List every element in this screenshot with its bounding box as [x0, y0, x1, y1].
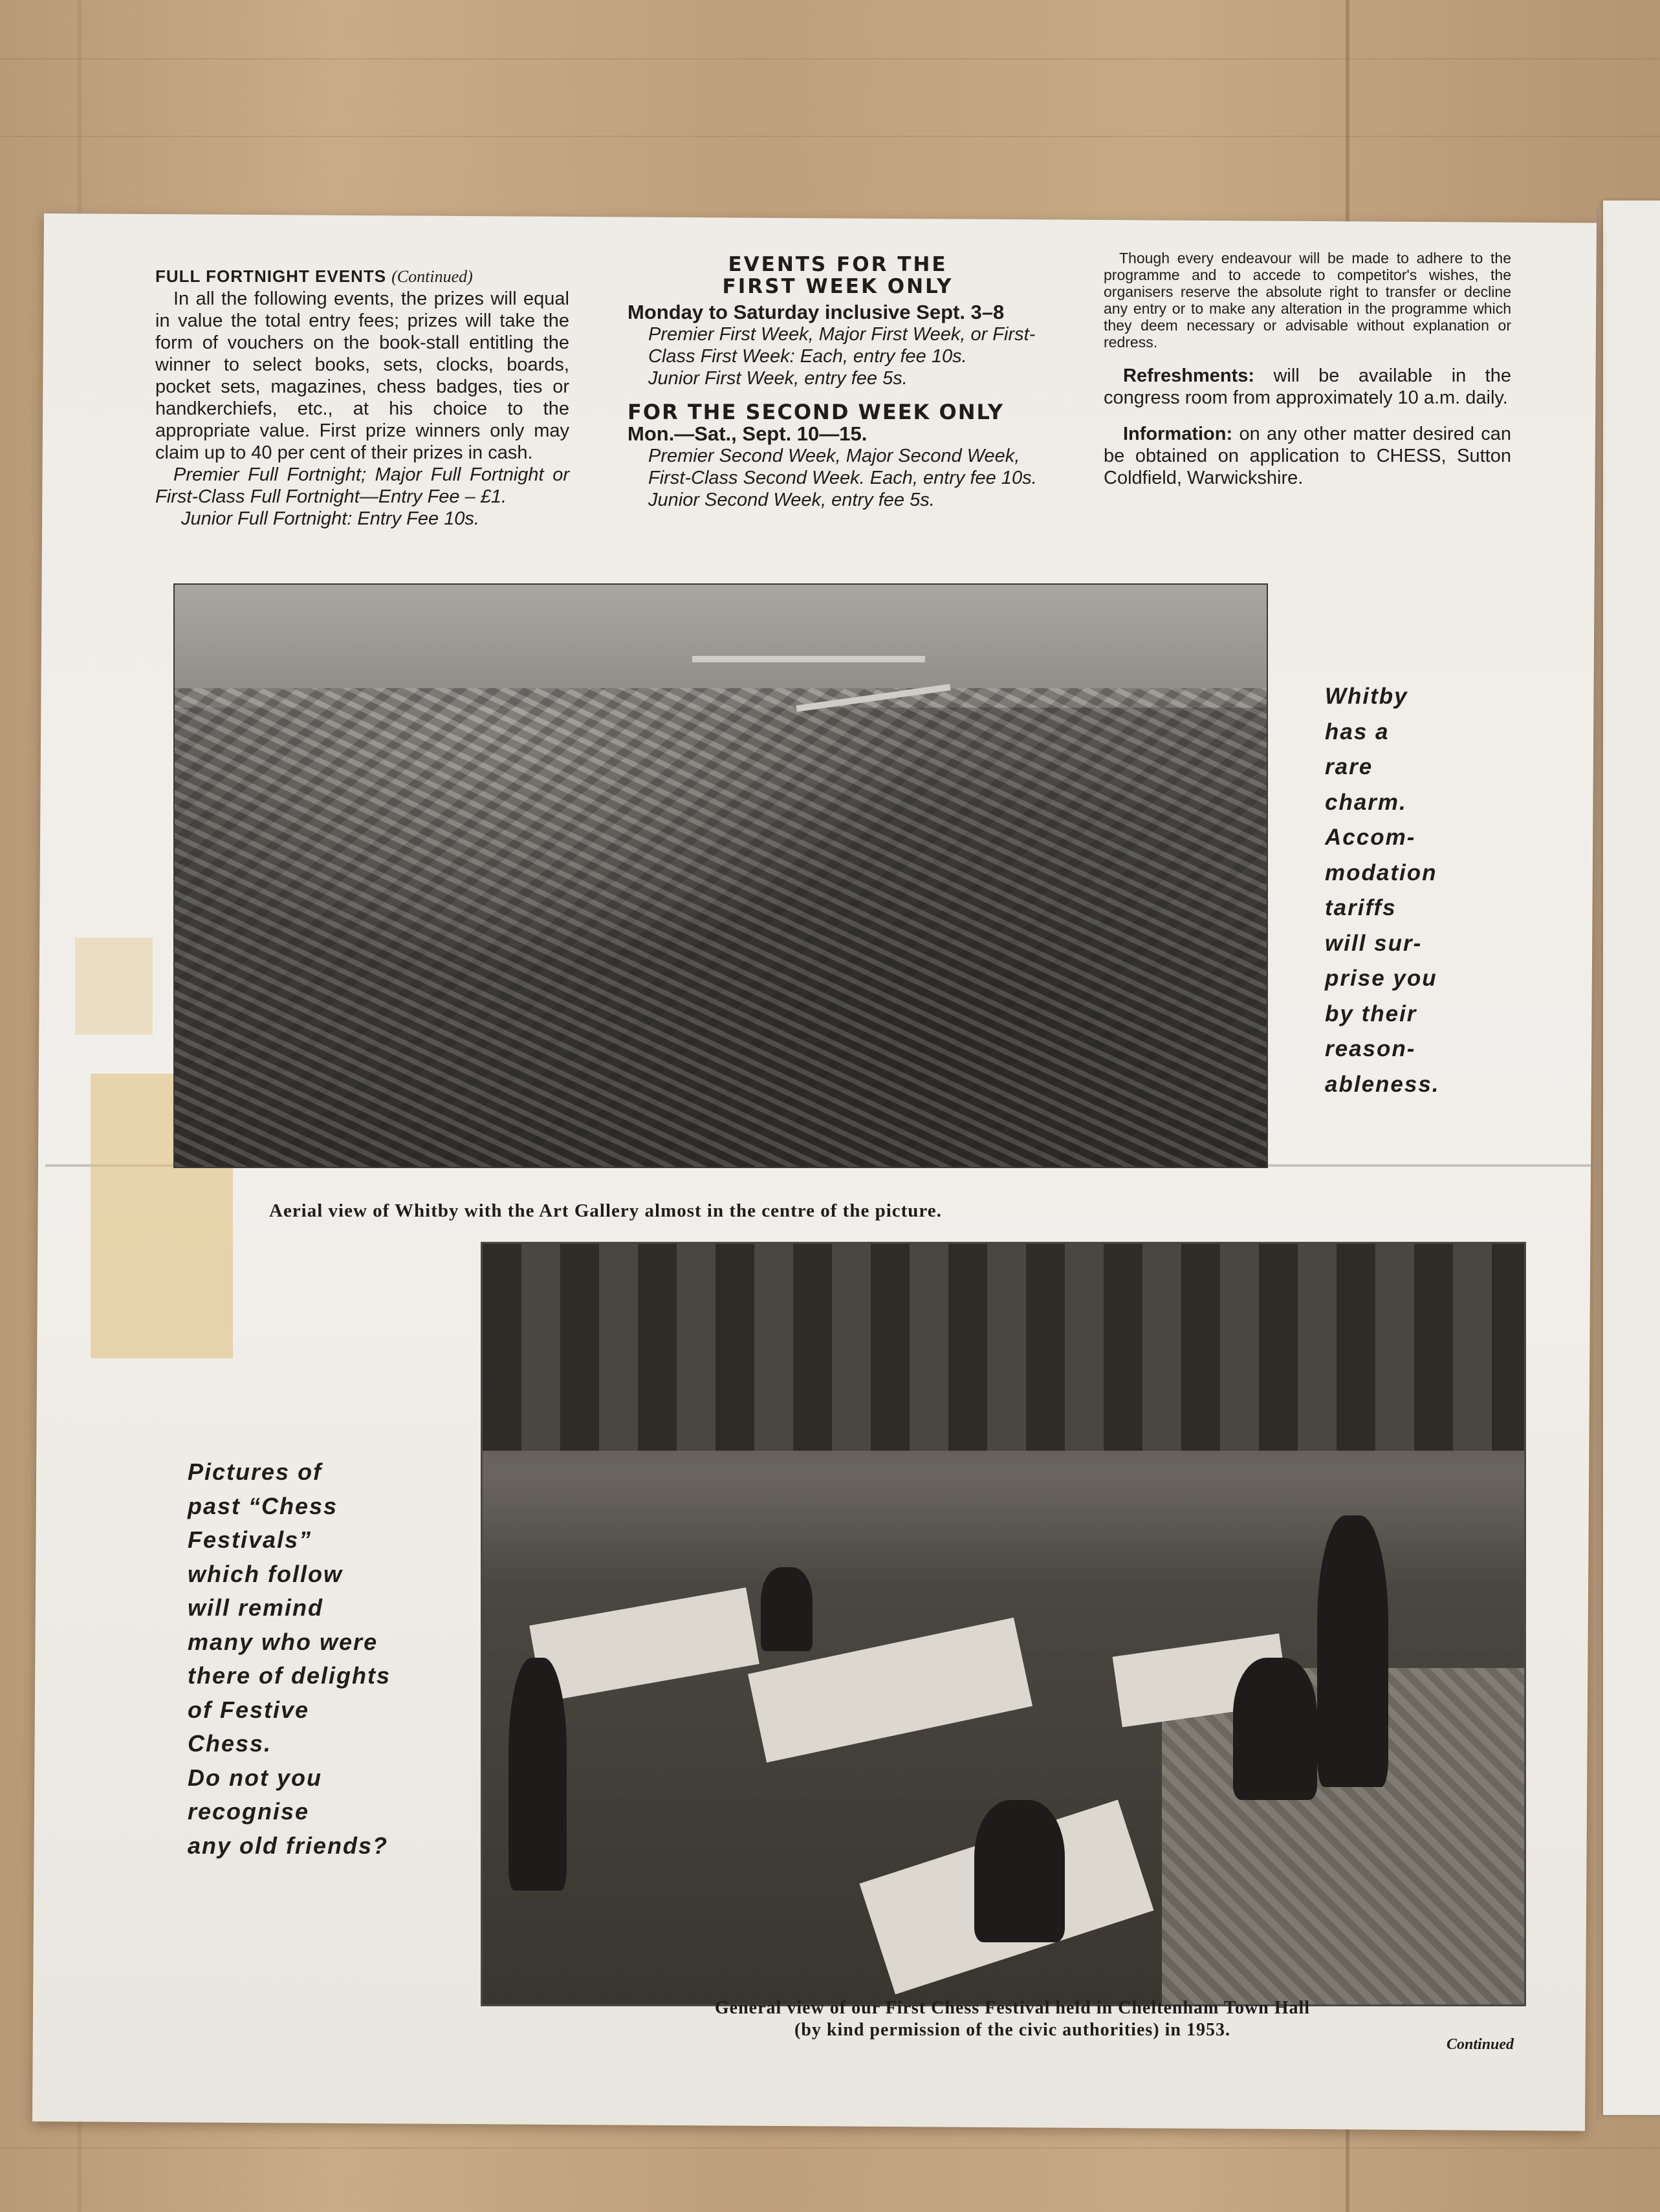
- festival-side-note: [188, 1455, 420, 1863]
- note-line: recognise: [188, 1798, 310, 1825]
- note-line: has a: [1325, 719, 1390, 744]
- note-line: many who were: [188, 1628, 378, 1655]
- section-heading: EVENTS FOR THE FIRST WEEK ONLY: [722, 253, 954, 298]
- note-line: ableness.: [1325, 1071, 1440, 1097]
- note-line: reason-: [1325, 1036, 1416, 1061]
- dates-line: Mon.—Sat., Sept. 10—15.: [628, 422, 868, 445]
- note-line: Accom-: [1325, 825, 1416, 850]
- note-line: of Festive: [188, 1696, 310, 1723]
- disclaimer: Though every endeavour will be made to adhere to the programme and to accede to competitor's wishes, the organisers reserve the absolute right to transfer or decline any entry or to make any alteration in the programme which they deem necessary or advisable without explanation or redress.: [1104, 250, 1511, 351]
- refreshments-label: Refreshments:: [1123, 365, 1255, 386]
- note-line: will remind: [188, 1594, 324, 1621]
- note-line: prise you: [1325, 966, 1437, 991]
- information-label: Information:: [1123, 424, 1233, 444]
- photo-player: [761, 1567, 813, 1651]
- note-line: which follow: [188, 1560, 343, 1587]
- photo-player: [1317, 1515, 1388, 1787]
- photo-pier: [692, 656, 925, 662]
- entry-line: Junior Full Fortnight: Entry Fee 10s.: [181, 508, 479, 529]
- section-heading: [155, 265, 569, 288]
- entry-line: Junior First Week, entry fee 5s.: [648, 368, 908, 389]
- heading-note: (Continued): [391, 267, 473, 286]
- refreshments-text: will be available in the congress room from approximately 10 a.m. daily.: [1104, 365, 1511, 408]
- fold-crease: [1597, 207, 1599, 2121]
- note-line: tariffs: [1325, 895, 1397, 920]
- wood-grain: [0, 2147, 1660, 2149]
- entry-line: Premier Second Week, Major Second Week, First-Class Second Week. Each, entry fee 10s.: [648, 446, 1037, 488]
- note-line: rare: [1325, 754, 1373, 779]
- wood-grain: [0, 136, 1660, 137]
- wood-grain: [0, 58, 1660, 60]
- tape-stain: [75, 938, 153, 1035]
- note-line: there of delights: [188, 1662, 391, 1689]
- note-line: charm.: [1325, 789, 1407, 815]
- notices-section: [1104, 250, 1511, 489]
- caption-line: General view of our First Chess Festival held in Cheltenham Town Hall: [714, 1998, 1311, 2018]
- dates-line: Monday to Saturday inclusive Sept. 3–8: [628, 301, 1005, 323]
- refreshments-note: [1104, 365, 1511, 409]
- aerial-photo-caption: Aerial view of Whitby with the Art Gallery almost in the centre of the picture.: [269, 1200, 942, 1221]
- chess-festival-photo: [481, 1242, 1526, 2006]
- caption-line: (by kind permission of the civic authorities) in 1953.: [794, 2020, 1230, 2040]
- body-paragraph: In all the following events, the prizes will equal in value the total entry fees; prizes will take the form of vouchers on the book-stall entitling the winner to select books, sets, clocks, boards, pocket sets, magazines, chess badges, ties or handkerchiefs, etc., at his choice to the appropriate value. First prize winners only may claim up to 40 per cent of their prizes in cash.: [155, 288, 569, 463]
- week-events-section: [628, 254, 1048, 511]
- note-line: any old friends?: [188, 1832, 389, 1859]
- whitby-aerial-photo: [173, 583, 1268, 1168]
- photo-chess-table: [529, 1587, 759, 1702]
- note-line: past “Chess: [188, 1492, 338, 1519]
- note-line: Chess.: [188, 1730, 272, 1757]
- note-line: Festivals”: [188, 1526, 312, 1553]
- photo-player: [508, 1658, 567, 1891]
- full-fortnight-section: [155, 265, 569, 530]
- entry-line: Premier First Week, Major First Week, or First-Class First Week: Each, entry fee 10s.: [648, 324, 1036, 367]
- note-line: Whitby: [1325, 684, 1408, 709]
- entry-line: Premier Full Fortnight; Major Full Fortnight or First-Class Full Fortnight—Entry Fee – £1.: [155, 464, 569, 507]
- whitby-side-note: [1325, 679, 1467, 1102]
- heading-text: FULL FORTNIGHT EVENTS: [155, 266, 387, 286]
- information-note: [1104, 423, 1511, 489]
- adjacent-page-edge: [1603, 201, 1660, 2115]
- photo-player: [974, 1800, 1065, 1942]
- note-line: by their: [1325, 1001, 1417, 1026]
- continued-marker: Continued: [1447, 2036, 1514, 2053]
- festival-photo-caption: [602, 1997, 1423, 2041]
- note-line: will sur-: [1325, 930, 1423, 956]
- entry-line: Junior Second Week, entry fee 5s.: [648, 490, 935, 510]
- photo-hall-wall: [483, 1244, 1524, 1451]
- information-text: on any other matter desired can be obtained on application to CHESS, Sutton Coldfield, Warwickshire.: [1104, 424, 1511, 488]
- section-heading: FOR THE SECOND WEEK ONLY: [628, 400, 1005, 424]
- note-line: Do not you: [188, 1764, 322, 1791]
- photo-player: [1233, 1658, 1317, 1800]
- note-line: Pictures of: [188, 1458, 323, 1485]
- note-line: modation: [1325, 860, 1437, 885]
- photo-town: [175, 688, 1267, 1167]
